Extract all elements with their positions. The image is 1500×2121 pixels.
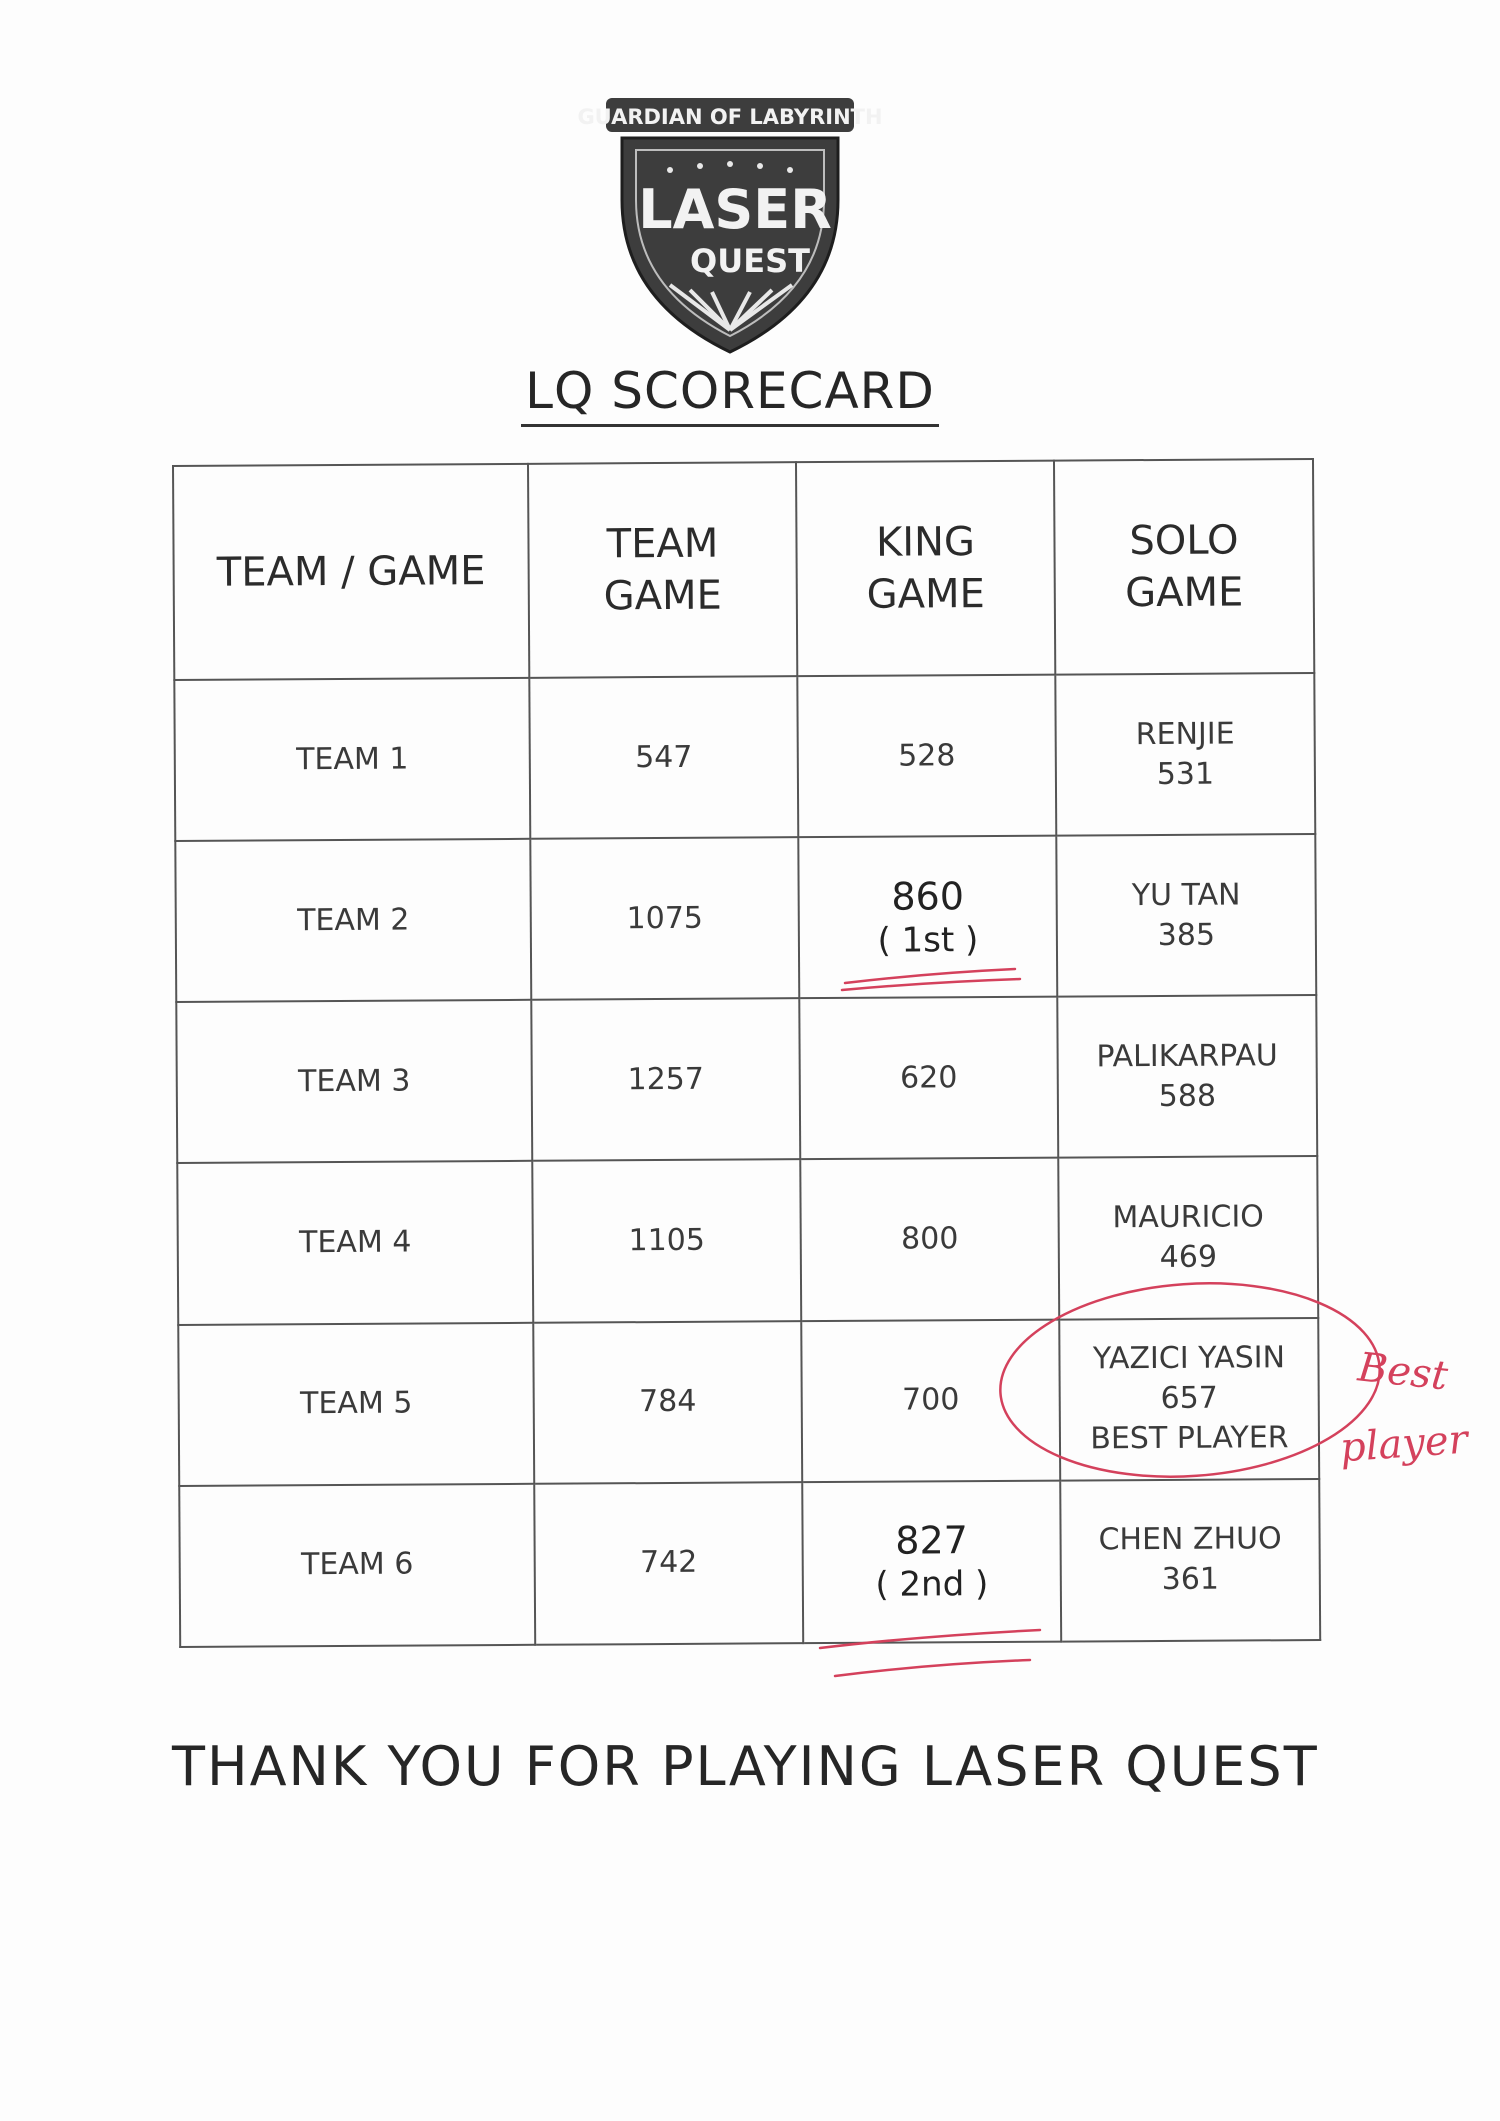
solo-game-cell: [1058, 1156, 1318, 1319]
team-game-score: 742: [534, 1482, 803, 1645]
table-row: [179, 1479, 1320, 1647]
solo-player-name: YAZICI YASIN: [1092, 1340, 1286, 1377]
page-title-text: LQ SCORECARD: [521, 362, 939, 427]
column-header-king-game: [796, 461, 1055, 677]
score-table: [172, 458, 1321, 1648]
handwritten-note-best: Best: [1355, 1344, 1450, 1400]
team-game-score: 547: [529, 676, 798, 839]
solo-player-name: RENJIE: [1135, 716, 1235, 752]
best-player-label: BEST PLAYER: [1090, 1420, 1289, 1457]
team-name-cell: TEAM 5: [178, 1322, 534, 1485]
solo-game-cell: [1057, 995, 1317, 1158]
team-game-score: 1257: [531, 998, 800, 1161]
king-game-cell: [802, 1480, 1061, 1643]
shield-logo-icon: [577, 80, 883, 360]
solo-player-name: MAURICIO: [1112, 1199, 1264, 1236]
svg-text:LASER: LASER: [638, 178, 832, 241]
team-name-cell: TEAM 2: [175, 839, 531, 1002]
column-header-team-game: [528, 462, 797, 678]
solo-player-score: 588: [1158, 1078, 1217, 1114]
handwritten-note-player: player: [1338, 1416, 1470, 1472]
king-game-score: 700: [801, 1319, 1060, 1482]
header-line: GAME: [1125, 569, 1244, 617]
king-game-score: 528: [797, 675, 1056, 838]
team-name-cell: TEAM 4: [177, 1161, 533, 1324]
team-name-cell: TEAM 3: [176, 1000, 532, 1163]
table-header-row: [173, 459, 1314, 680]
header-line: GAME: [603, 572, 723, 620]
header-line: KING: [875, 519, 976, 566]
solo-game-cell: [1060, 1479, 1320, 1642]
solo-game-cell: [1055, 673, 1315, 836]
solo-player-score: 531: [1156, 756, 1215, 792]
table-row: [174, 673, 1315, 841]
column-header-team: [173, 464, 529, 680]
thank-you-footer: THANK YOU FOR PLAYING LASER QUEST: [172, 1735, 1319, 1798]
team-game-score: 1105: [532, 1160, 801, 1323]
table-row: [175, 834, 1316, 1002]
king-game-score: 620: [799, 997, 1058, 1160]
svg-text:GUARDIAN OF LABYRINTH: GUARDIAN OF LABYRINTH: [577, 105, 883, 129]
solo-player-name: PALIKARPAU: [1096, 1038, 1278, 1075]
king-game-score: 860: [891, 873, 965, 919]
header-line: TEAM: [606, 520, 719, 568]
king-game-score: 827: [895, 1518, 968, 1563]
team-name-cell: TEAM 1: [174, 678, 530, 841]
solo-game-cell: [1059, 1318, 1319, 1481]
solo-player-score: 385: [1157, 917, 1216, 953]
laser-quest-logo: [577, 80, 883, 360]
solo-player-score: 469: [1159, 1239, 1218, 1276]
table-row: [176, 995, 1317, 1163]
page-title: [0, 362, 1460, 420]
team-name-cell: TEAM 6: [179, 1484, 535, 1647]
king-game-rank: ( 1st ): [877, 919, 979, 961]
solo-player-score: 657: [1160, 1380, 1218, 1417]
solo-player-name: YU TAN: [1131, 877, 1241, 913]
king-game-cell: [798, 836, 1057, 999]
table-row: [178, 1318, 1319, 1486]
header-line: SOLO: [1129, 517, 1239, 565]
table-row: [177, 1156, 1318, 1324]
header-line: GAME: [866, 571, 986, 618]
king-game-rank: ( 2nd ): [875, 1564, 989, 1606]
solo-game-cell: [1056, 834, 1316, 997]
column-header-solo-game: [1054, 459, 1314, 675]
team-game-score: 784: [533, 1321, 802, 1484]
solo-player-name: CHEN ZHUO: [1098, 1521, 1282, 1558]
solo-player-score: 361: [1161, 1562, 1220, 1598]
team-game-score: 1075: [530, 837, 799, 1000]
header-line: TEAM / GAME: [216, 548, 486, 596]
king-game-score: 800: [800, 1158, 1059, 1321]
svg-text:QUEST: QUEST: [690, 242, 810, 280]
